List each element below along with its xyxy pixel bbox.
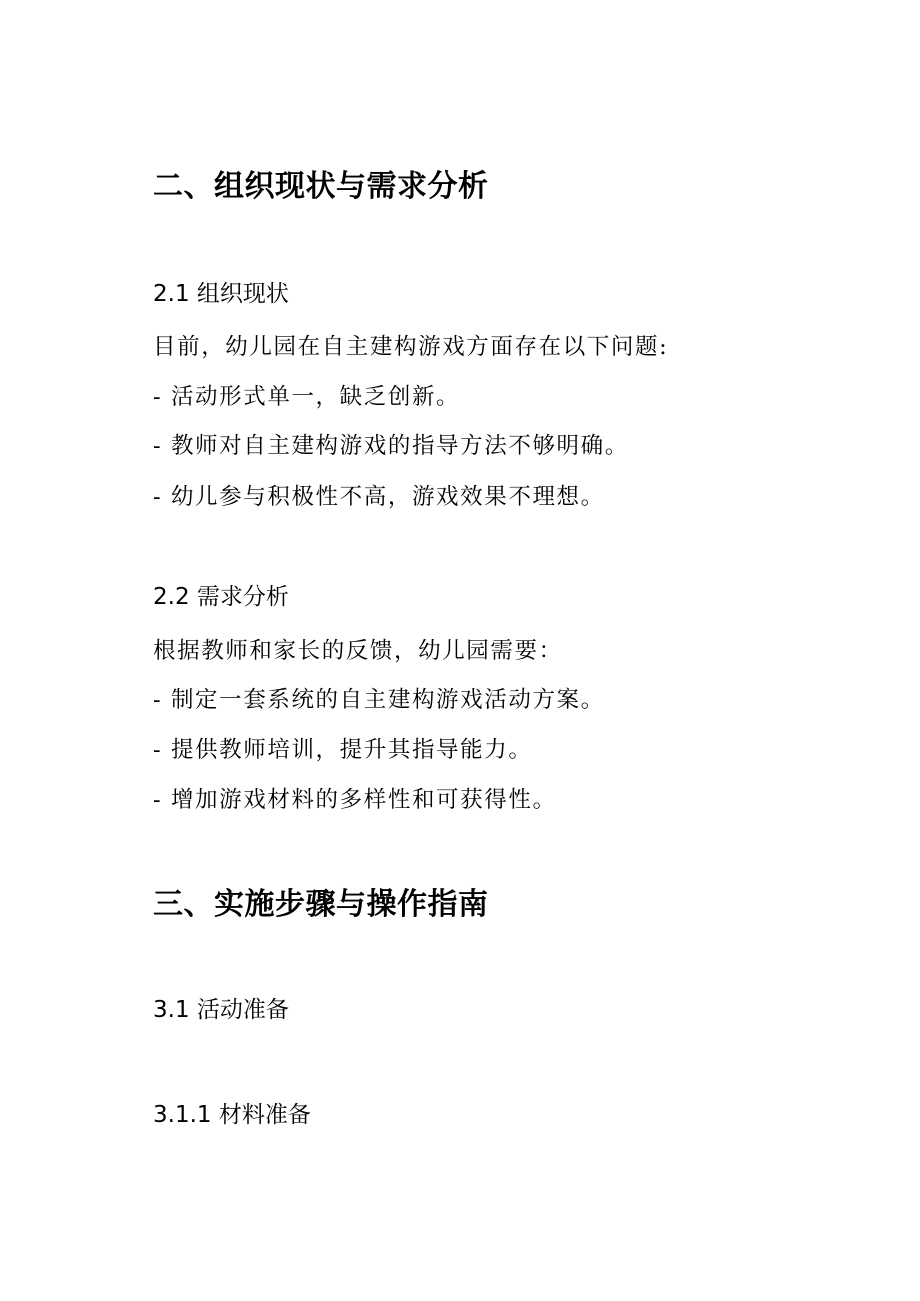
subsection-heading: 2.2 需求分析 [153, 584, 289, 610]
list-item: - 活动形式单一，缺乏创新。 [153, 384, 461, 410]
subsection-heading: 2.1 组织现状 [153, 281, 289, 307]
list-item: - 幼儿参与积极性不高，游戏效果不理想。 [153, 484, 605, 510]
section-heading: 二、组织现状与需求分析 [153, 169, 489, 204]
list-item: - 教师对自主建构游戏的指导方法不够明确。 [153, 433, 629, 459]
list-item: - 增加游戏材料的多样性和可获得性。 [153, 787, 557, 813]
list-item: - 提供教师培训，提升其指导能力。 [153, 737, 533, 763]
paragraph-intro: 根据教师和家长的反馈，幼儿园需要： [153, 638, 563, 664]
list-item: - 制定一套系统的自主建构游戏活动方案。 [153, 687, 605, 713]
section-heading: 三、实施步骤与操作指南 [153, 887, 489, 922]
subsubsection-heading: 3.1.1 材料准备 [153, 1102, 311, 1128]
subsection-heading: 3.1 活动准备 [153, 997, 289, 1023]
paragraph-intro: 目前，幼儿园在自主建构游戏方面存在以下问题: [153, 334, 669, 360]
